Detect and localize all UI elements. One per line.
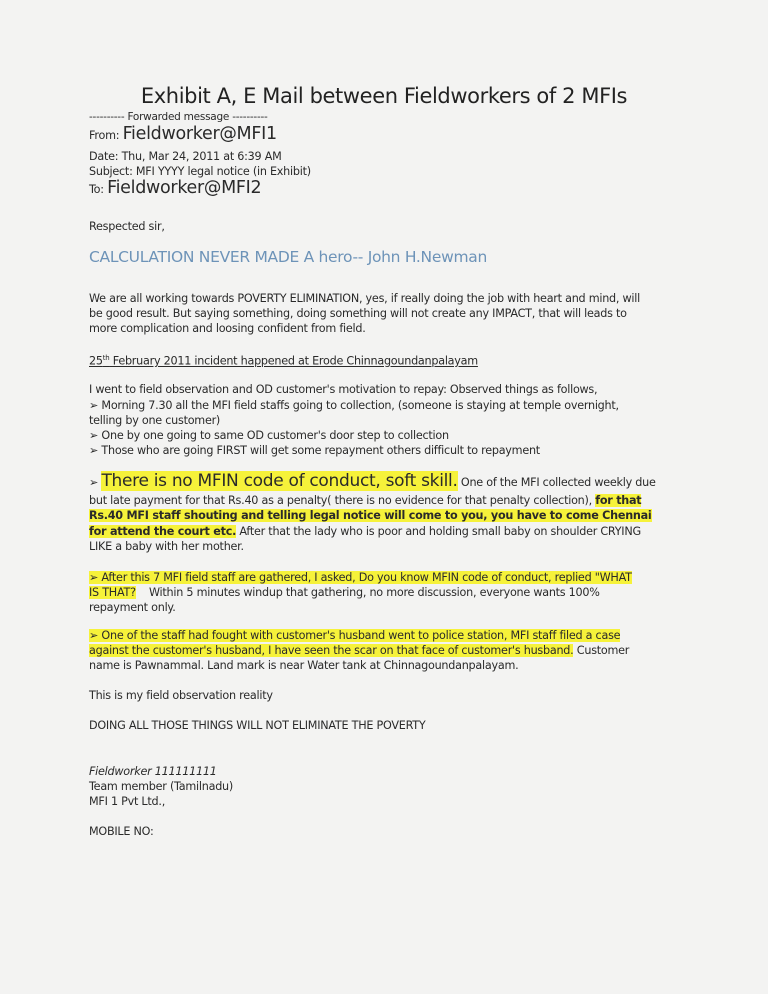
highlight-bold: Rs.40 MFI staff shouting and telling legal notice will come to you, you have to come Chennai [89, 509, 652, 522]
highlight-text: ➢ One of the staff had fought with customer's husband went to police station, MFI staff filed a case [89, 629, 621, 642]
incident-text: February 2011 incident happened at Erode Chinnagoundanpalayam [109, 354, 478, 368]
highlight-text: IS THAT? [89, 586, 136, 599]
date-line: Date: Thu, Mar 24, 2011 at 6:39 AM [89, 150, 282, 163]
text: Customer [573, 644, 630, 657]
incident-sup: th [102, 354, 110, 362]
signature-name: Fieldworker 111111111 [89, 765, 217, 778]
paragraph-1-line [89, 508, 652, 523]
signature-mobile: MOBILE NO: [89, 825, 154, 838]
intro-line: more complication and loosing confident from field. [89, 322, 366, 335]
conclusion-line: DOING ALL THOSE THINGS WILL NOT ELIMINATE THE POVERTY [89, 719, 426, 732]
observation-line: telling by one customer) [89, 414, 221, 427]
observation-line: ➢ Those who are going FIRST will get some repayment others difficult to repayment [89, 444, 540, 457]
highlight-text: against the customer's husband, I have seen the scar on that face of customer's husband. [89, 644, 574, 657]
observation-line: ➢ Morning 7.30 all the MFI field staffs going to collection, (someone is staying at temple overnight, [89, 399, 619, 412]
paragraph-2-line: repayment only. [89, 601, 176, 614]
paragraph-2-line [89, 570, 632, 585]
from-value: Fieldworker@MFI1 [122, 124, 277, 144]
reality-line: This is my field observation reality [89, 689, 273, 702]
highlight-text: ➢ After this 7 MFI field staff are gathered, I asked, Do you know MFIN code of conduct, replied "WHAT [89, 571, 632, 584]
paragraph-3-line [89, 628, 620, 643]
to-value: Fieldworker@MFI2 [107, 178, 262, 198]
paragraph-1-line: LIKE a baby with her mother. [89, 540, 244, 553]
paragraph-3-line [89, 643, 629, 658]
greeting: Respected sir, [89, 220, 165, 233]
paragraph-3-line: name is Pawnammal. Land mark is near Water tank at Chinnagoundanpalayam. [89, 659, 519, 672]
paragraph-2-line [89, 585, 600, 600]
paragraph-1-line [89, 471, 656, 491]
subject-line: Subject: MFI YYYY legal notice (in Exhibit) [89, 165, 311, 178]
incident-heading [89, 351, 478, 369]
bullet-arrow: ➢ [89, 476, 102, 489]
observation-line: ➢ One by one going to same OD customer's door step to collection [89, 429, 449, 442]
paragraph-1-line [89, 524, 641, 539]
from-line [89, 124, 277, 144]
intro-line: be good result. But saying something, doing something will not create any IMPACT, that will leads to [89, 307, 627, 320]
text: Within 5 minutes windup that gathering, no more discussion, everyone wants 100% [135, 586, 600, 599]
observation-line: I went to field observation and OD customer's motivation to repay: Observed things as follows, [89, 383, 598, 396]
paragraph-1-line [89, 493, 641, 508]
quote: CALCULATION NEVER MADE A hero-- John H.Newman [89, 248, 487, 266]
highlight-headline: There is no MFIN code of conduct, soft skill. [101, 471, 458, 491]
highlight-bold: for that [595, 494, 642, 507]
intro-line: We are all working towards POVERTY ELIMINATION, yes, if really doing the job with heart and mind, will [89, 292, 640, 305]
to-line [89, 178, 262, 198]
from-label: From: [89, 129, 120, 142]
document-title: Exhibit A, E Mail between Fieldworkers of 2 MFIs [140, 84, 628, 108]
incident-day: 25 [89, 354, 103, 368]
forwarded-line: ---------- Forwarded message ---------- [89, 111, 268, 123]
text: but late payment for that Rs.40 as a penalty( there is no evidence for that penalty collection), [89, 494, 596, 507]
signature-org: MFI 1 Pvt Ltd., [89, 795, 166, 808]
to-label: To: [89, 183, 104, 196]
signature-role: Team member (Tamilnadu) [89, 780, 234, 793]
highlight-bold: for attend the court etc. [89, 525, 237, 538]
text: After that the lady who is poor and holding small baby on shoulder CRYING [236, 525, 641, 538]
text: One of the MFI collected weekly due [457, 476, 656, 489]
